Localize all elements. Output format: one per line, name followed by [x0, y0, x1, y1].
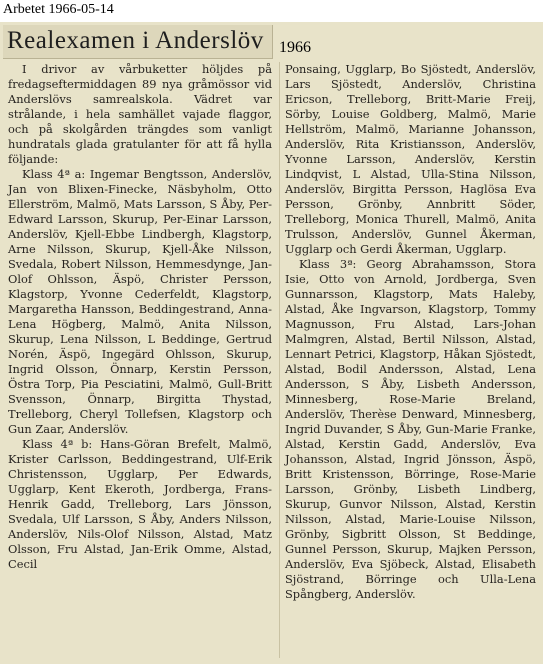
- headline-box: [3, 25, 273, 59]
- intro-paragraph: I drivor av vårbuketter höljdes på fredagseftermiddagen 89 nya gråmössor vid Anderslövs samrealskola. Vädret var strålande, i hela samhället vajade flaggor, och på skolgården trängdes som vanligt hundratals glada gratulanter för att få hylla följande:: [8, 62, 272, 166]
- class-4b-continued-paragraph: Ponsaing, Ugglarp, Bo Sjöstedt, Anderslöv, Lars Sjöstedt, Anderslöv, Christina Ericson, Trelleborg, Britt-Marie Freij, Sörby, Louise Goldberg, Malmö, Marie Hellström, Malmö, Marianne Johansson, Anderslöv, Rita Kristiansson, Anderslöv, Yvonne Larsson, Anderslöv, Kerstin Lindqvist, L Alstad, Ulla-Stina Nilsson, Anderslöv, Birgitta Persson, Haglösa Eva Persson, Grönby, Annbritt Söder, Trelleborg, Monica Thurell, Malmö, Anita Trulsson, Anderslöv, Gunnel Åkerman, Ugglarp och Gerdi Åkerman, Ugglarp.: [285, 62, 536, 256]
- class-3-paragraph: Klass 3ª: Georg Abrahamsson, Stora Isie, Otto von Arnold, Jordberga, Sven Gunnarsson, Klagstorp, Mats Haleby, Alstad, Åke Ingvarson, Klagstorp, Tommy Magnusson, Fru Alstad, Lars-Johan Malmgren, Alstad, Bertil Nilsson, Alstad, Lennart Petrici, Klagstorp, Håkan Sjöstedt, Alstad, Bodil Andersson, Alstad, Lena Andersson, S Åby, Lisbeth Andersson, Minnesberg, Rose-Marie Breland, Anderslöv, Therèse Denward, Minnesberg, Ingrid Duvander, S Åby, Gun-Marie Franke, Alstad, Kerstin Gadd, Anderslöv, Eva Johansson, Alstad, Ingrid Jönsson, Äspö, Britt Kristensson, Börringe, Rose-Marie Larsson, Grönby, Lisbeth Lindberg, Skurup, Gunvor Nilsson, Alstad, Kerstin Nilsson, Alstad, Marie-Louise Nilsson, Grönby, Sigbritt Olsson, St Beddinge, Gunnel Persson, Skurup, Majken Persson, Anderslöv, Eva Sjöbeck, Alstad, Elisabeth Sjöstrand, Börringe och Ulla-Lena Spångberg, Anderslöv.: [285, 257, 536, 601]
- column-divider: [279, 62, 280, 658]
- year-label: 1966: [279, 39, 311, 56]
- article-column-right: [285, 62, 536, 602]
- headline: Realexamen i Anderslöv: [7, 27, 264, 54]
- class-4b-paragraph: Klass 4ª b: Hans-Göran Brefelt, Malmö, Krister Carlsson, Beddingestrand, Ulf-Erik Christensson, Ugglarp, Per Edwards, Ugglarp, Kent Ekeroth, Jordberga, Frans-Henrik Gadd, Trelleborg, Lars Jönsson, Svedala, Ulf Larsson, S Åby, Anders Nilsson, Anderslöv, Nils-Olof Nilsson, Alstad, Matz Olsson, Fru Alstad, Jan-Erik Omme, Alstad, Cecil: [8, 437, 272, 571]
- article-column-left: [8, 62, 272, 572]
- class-4a-paragraph: Klass 4ª a: Ingemar Bengtsson, Anderslöv, Jan von Blixen-Finecke, Näsbyholm, Otto Ellerström, Malmö, Mats Larsson, S Åby, Per-Edward Larsson, Skurup, Per-Einar Larsson, Anderslöv, Kjell-Ebbe Lindbergh, Klagstorp, Arne Nilsson, Skurup, Kjell-Åke Nilsson, Svedala, Robert Nilsson, Hemmesdynge, Jan-Olof Ohlsson, Äspö, Christer Persson, Klagstorp, Yvonne Cederfeldt, Klagstorp, Margaretha Hansson, Beddingestrand, Anna-Lena Högberg, Malmö, Anita Nilsson, Skurup, Lena Nilsson, L Beddinge, Gertrud Norén, Äspö, Ingegärd Ohlsson, Skurup, Ingrid Olsson, Önnarp, Kerstin Persson, Östra Torp, Pia Pesciatini, Malmö, Gull-Britt Svensson, Önnarp, Birgitta Thystad, Trelleborg, Cheryl Tollefsen, Klagstorp och Gun Zaar, Anderslöv.: [8, 167, 272, 436]
- newspaper-clipping: [0, 22, 543, 664]
- clipping-caption: Arbetet 1966-05-14: [3, 2, 114, 17]
